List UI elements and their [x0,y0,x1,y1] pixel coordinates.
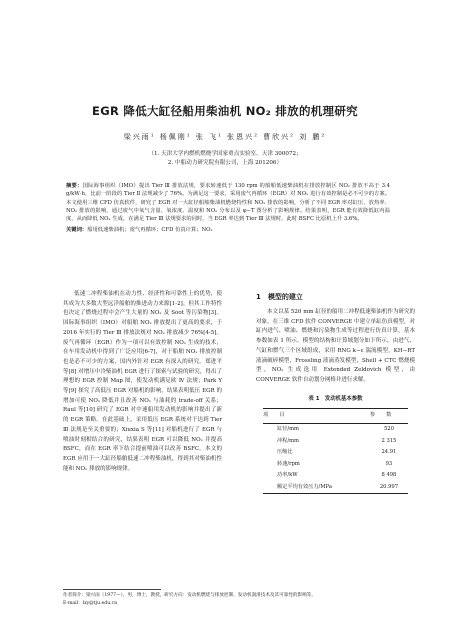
table-cell-value: 20.997 [379,483,399,490]
keywords-label: 关键词： [66,227,88,234]
table-row [263,459,408,471]
engine-params-table [263,408,408,494]
affiliation-line: 2. 中船动力研究院有限公司，上海 201206） [167,160,283,166]
keywords-text: 船用低速柴油机；废气再循环；CFD 仿真计算；NOₓ [87,227,213,234]
table-cell-value: 2 315 [381,437,397,444]
right-column [256,290,415,494]
section-heading: 1 模型的建立 [256,293,303,301]
table-header-cell: 项 目 [263,412,288,419]
table-cell-param: 功率/kW [277,472,298,479]
table-cell-value: 93 [385,460,393,467]
table-cell-value: 8 498 [381,472,397,479]
paper-title: EGR 降低大缸径船用柴油机 NO₂ 排放的机理研究 [92,104,358,118]
left-column [63,290,222,474]
table-cell-param: 转速/rpm [277,460,300,467]
table-header-cell: 参 数 [369,412,395,419]
table-cell-param: 压缩比 [277,449,293,456]
table-row [263,423,408,435]
table-cell-param: 额定平均有效压力/MPa [277,483,332,490]
table-cell-param: 冲程/mm [277,437,299,444]
table-cell-value: 520 [383,425,394,432]
table-row [263,470,408,482]
footnote-divider [63,589,161,590]
table-cell-param: 缸径/mm [277,425,299,432]
keywords-paragraph [66,226,390,234]
table-row [263,447,408,459]
table-row [263,482,408,494]
abstract-block [66,182,390,235]
table-row [263,436,408,448]
abstract-label: 摘要： [66,183,83,189]
section-paragraph: 本文以某 520 mm 缸径的船用二冲程低速柴油机作为研究的对象，在三维 CFD 软件 CONVERGE 中建立单缸仿真模型，对缸内进气、喷油、燃烧和污染物生成等过程进行仿真计算，基本参数如表 1 所示。模型的结构和计算域划分如下所示，由进气、气缸和燃气三个区域组成，采用 RNG k−ε 湍流模型，KH−RT 液滴破碎模型，Frossling 液滴蒸发模型，Shell + CTC 燃烧模型，NOₓ 生成选用 Extended Zeldovich 模型，由 CONVERGE 软件自动划分网格并进行求解。 [256,309,415,383]
affiliation-line: （1. 天津大学内燃机燃烧学国家重点实验室，天津 300072； [148,151,302,157]
author-list: 梁兴雨¹ 杨佩刚¹ 张 飞¹ 张恩兴² 曹欣兴² 刘 鹏² [123,133,327,141]
author-footnote [63,592,415,608]
footnote-text: 作者简介：梁兴雨（1977—），男，博士，教授，研究方向：发动机燃烧与排放控制、发动机润滑技术及其可靠性的影响等。 [63,593,316,598]
table-caption: 表 1 发动机基本参数 [308,395,363,402]
abstract-paragraph [66,182,390,223]
table-cell-value: 24.91 [381,449,397,456]
intro-paragraph: 低速二冲程柴油机在动力性、经济性和可靠性上的优势，使其成为大多数大型远洋船舶的推进动力来源[1-2]。但其工作特性也决定了燃烧过程中会产生大量的 NOₓ 及 Soot 等污染物[3]。国际海事组织（IMO）对船舶 NOₓ 排放提出了更高的要求，于 2016 年实行的 Tier Ⅲ 排放法规对 NOₓ 排放减少 76%[4-5]。废气再循环（EGR）作为一项可以有效控制 NOₓ 生成的技术，在车用发动机中得到了广泛应用[6-7]，对于船舶 NOₓ 排放控制也是必不可少的方案，国内外针对 EGR 有深入的研究。郑进平等[8] 对增压中冷柴油机 EGR 进行了探索与试验的研究，得出了理想的 EGR 控制 Map 图，使发动机满足欧 Ⅳ 法规；Park Y 等[9] 探究了高低压 EGR 对船机的影响，结果表明低压 EGR 的增加可使 NOₓ 降低并且改善 NOₓ 与油耗的 trade-off 关系；Raul 等[10] 研究了 EGR 对中速船用发动机的影响并提出了新的 EGR 策略。在此基础上，采用低压 EGR 系统对于达到 Tier Ⅲ 法规是至关重要的；Xiuxia S 等[11] 对船机进行了 EGR 与喷油时刻相结合的研究，结果表明 EGR 可以降低 NOₓ 并提高 BSFC，而在 EGR 率下结合提前喷油可以改善 BSFC。本文的 EGR 应用于一大缸径船舶低速二冲程柴油机，得到其对柴油机性能和 NOₓ 排放的影响规律。 [63,291,222,472]
affiliations [20,150,430,168]
footnote-email: E-mail：lxy@tju.edu.cn [63,601,118,606]
table-header-row [263,409,408,424]
abstract-text: 国际海事组织（IMO）提出 Tier Ⅲ 排放法规，要求转速低于 130 rpm 的船舶低速柴油机在排放控制区 NOₓ 排放不高于 3.4 g/kW·h，比前一阶段的 Tier Ⅱ 法规减少了 76%。为满足这一要求，采用废气再循环（EGR）对 NOₓ 进行有效控制是必不可少的方案。本文使用三维 CFD 仿真软件，研究了 EGR 对一大缸径船舶柴油机燃烧特性和 NOₓ 排放的影响，分析了不同 EGR 率对缸压、放热率、NOₓ 排放的影响，通过废气中氧气含量、氧浓度、温度和 NOₓ 分布以及 φ−T 图分析了影响规律。结果表明，EGR 能有效降低缸内温度，从而降低 NOₓ 生成，在满足 Tier Ⅲ 法规要求的同时，当 EGR 率达到 Tier Ⅲ 法规时，此时 BSFC 比原机上升 3.6%。 [66,183,390,223]
